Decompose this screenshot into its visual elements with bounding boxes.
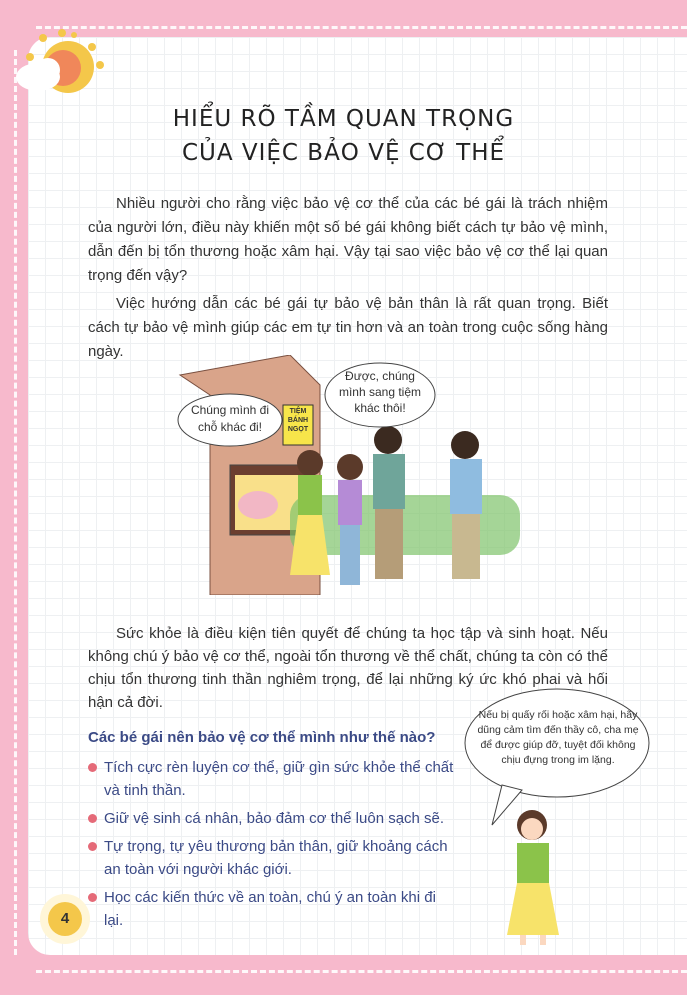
paragraph-1	[88, 192, 608, 288]
speech-bubble-girl: Chúng mình đi chỗ khác đi!	[190, 403, 270, 434]
border-dashes-bottom	[36, 970, 687, 973]
paragraph-2	[88, 292, 608, 364]
tips-list	[88, 756, 456, 937]
section-heading: Các bé gái nên bảo vệ cơ thể mình như thế nào?	[88, 729, 436, 746]
border-dashes-top	[36, 26, 687, 29]
shop-sign: TIỆM BÁNH NGỌT	[287, 408, 309, 433]
title-line-1: HIỂU RÕ TẦM QUAN TRỌNG	[172, 106, 515, 132]
paragraph-3-text: Sức khỏe là điều kiện tiên quyết để chúng ta học tập và sinh hoạt. Nếu không chú ý bảo vệ cơ thể, ngoài tổn thương về thể chất, chúng ta còn có thể chịu tổn thương tinh thần nghiêm trọng, để lại những ký ức khó phai và hối hận cả đời.	[88, 625, 608, 711]
sun-cloud-icon	[8, 25, 118, 105]
paragraph-2-text: Việc hướng dẫn các bé gái tự bảo vệ bản thân là rất quan trọng. Biết cách tự bảo vệ mình giúp các em tự tin hơn và an toàn trong cuộc sống hàng ngày.	[88, 295, 608, 360]
list-item: Học các kiến thức về an toàn, chú ý an toàn khi đi lại.	[88, 886, 456, 932]
list-item: Tự trọng, tự yêu thương bản thân, giữ khoảng cách an toàn với người khác giới.	[88, 835, 456, 881]
paragraph-1-text: Nhiều người cho rằng việc bảo vệ cơ thể của các bé gái là trách nhiệm của người lớn, điều này khiến một số bé gái không biết cách tự bảo vệ mình, dẫn đến bị tổn thương hoặc xâm hại. Vậy tại sao việc bảo vệ cơ thể lại quan trọng đến vậy?	[88, 195, 608, 284]
speech-bubble-boy: Được, chúng mình sang tiệm khác thôi!	[338, 369, 422, 415]
title-line-2: CỦA VIỆC BẢO VỆ CƠ THỂ	[181, 140, 506, 166]
border-dashes-left	[14, 50, 17, 955]
list-item: Tích cực rèn luyện cơ thể, giữ gìn sức khỏe thể chất và tinh thần.	[88, 756, 456, 802]
page-title	[0, 102, 687, 170]
list-item: Giữ vệ sinh cá nhân, bảo đảm cơ thể luôn sạch sẽ.	[88, 807, 456, 830]
advice-speech-bubble: Nếu bị quấy rối hoặc xâm hại, hãy dũng cảm tìm đến thầy cô, cha mẹ để được giúp đỡ, tuyệt đối không chịu đựng trong im lặng.	[477, 709, 639, 766]
page-number: 4	[48, 902, 82, 936]
